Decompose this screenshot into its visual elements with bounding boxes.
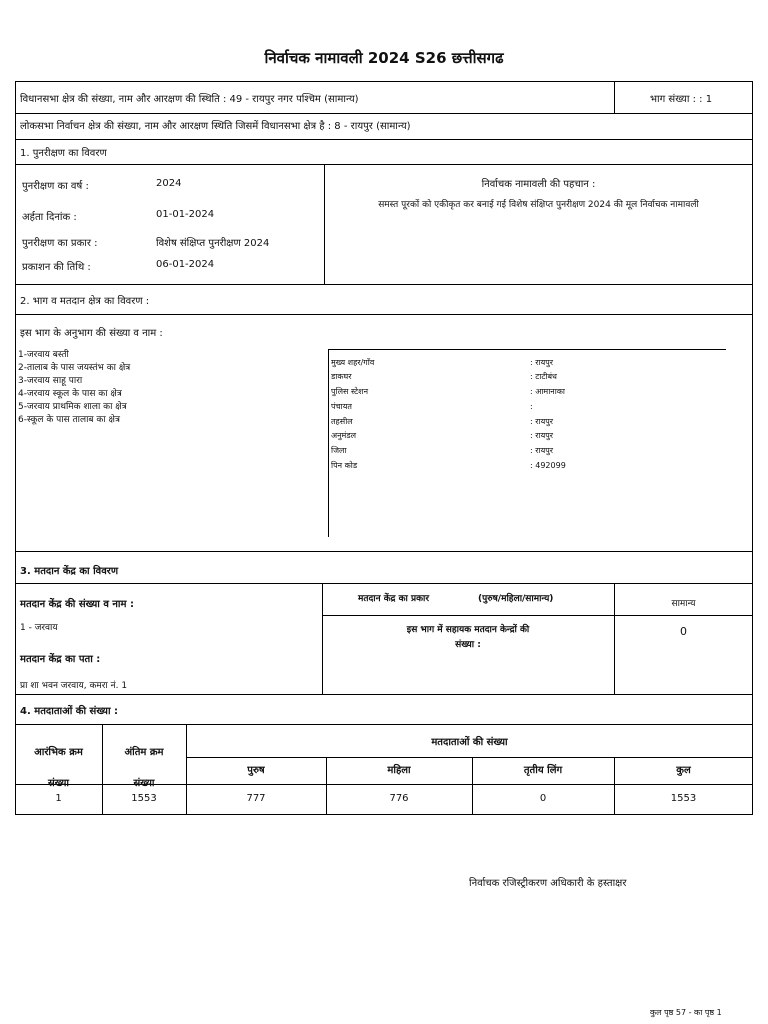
start-serial-cell: 1 [55,793,62,804]
list-item: 5-जरवाय प्राथमिक शाला का क्षेत्र [18,402,127,412]
auxiliary-stations-label [322,623,614,653]
qualifying-date-label: अर्हता दिनांक : [22,212,77,223]
address-label-post-office: डाकघर [331,372,352,381]
address-label-panchayat: पंचायत [331,402,352,411]
list-item: 1-जरवाय बस्ती [18,350,69,360]
revision-heading: 1. पुनरीक्षण का विवरण [20,148,107,159]
roll-identification-heading: निर्वाचक नामावली की पहचान : [481,179,596,190]
address-value-tehsil: : रायपुर [530,417,554,426]
revision-section [15,139,753,285]
qualifying-date-value: 01-01-2024 [156,209,215,220]
polling-station-number-label: मतदान केंद्र की संख्या व नाम : [20,599,134,610]
address-label-pin-code: पिन कोड [331,461,358,470]
female-cell: 776 [389,793,409,804]
polling-station-type-label: मतदान केंद्र का प्रकार [358,594,429,604]
sections-list [18,349,130,427]
list-item: 6-स्कूल के पास तालाब का क्षेत्र [18,415,120,425]
list-item: 4-जरवाय स्कूल के पास का क्षेत्र [18,389,122,399]
address-value-post-office: : टाटीबंध [530,372,557,381]
auxiliary-stations-value: 0 [680,625,687,638]
publication-date-value: 06-01-2024 [156,259,215,270]
part-heading: 2. भाग व मतदान क्षेत्र का विवरण : [20,296,150,307]
end-serial-header [102,737,186,799]
revision-year-value: 2024 [156,178,182,189]
start-serial-header [15,737,102,799]
assembly-constituency: विधानसभा क्षेत्र की संख्या, नाम और आरक्षण की स्थिति : 49 - रायपुर नगर पश्चिम (सामान्य) [20,94,359,105]
start-serial-header-line-1: आरंभिक क्रम [34,747,83,758]
total-cell: 1553 [670,793,697,804]
male-cell: 777 [246,793,266,804]
part-number: भाग संख्या : : 1 [650,94,713,105]
list-item: 2-तालाब के पास जयस्तंभ का क्षेत्र [18,363,131,373]
address-label-subdivision: अनुमंडल [331,431,357,440]
male-header: पुरुष [247,765,265,776]
publication-date-label: प्रकाशन की तिथि : [22,262,91,273]
revision-type-label: पुनरीक्षण का प्रकार : [22,238,98,249]
sections-heading: इस भाग के अनुभाग की संख्या व नाम : [20,328,163,339]
total-header: कुल [676,765,691,776]
polling-station-address-label: मतदान केंद्र का पता : [20,654,101,665]
third-gender-header: तृतीय लिंग [523,765,563,776]
address-label-city: मुख्य शहर/गाँव [331,358,375,367]
polling-station-type-value: सामान्य [671,599,696,609]
list-item: 3-जरवाय साहू पारा [18,376,83,386]
signature-label: निर्वाचक रजिस्ट्रीकरण अधिकारी के हस्ताक्षर [469,878,627,889]
address-value-panchayat: : [530,402,533,411]
page-footer: कुल पृष्ठ 57 - का पृष्ठ 1 [650,1008,722,1017]
roll-identification-text: समस्त पूरकों को एकीकृत कर बनाई गई विशेष संक्षिप्त पुनरीक्षण 2024 की मूल निर्वाचक नामावली [378,200,699,210]
address-value-police-station: : आमानाका [530,387,565,396]
third-gender-cell: 0 [539,793,547,804]
polling-station-heading: 3. मतदान केंद्र का विवरण [20,566,119,577]
electors-heading: 4. मतदाताओं की संख्या : [20,706,119,717]
electors-count-header: मतदाताओं की संख्या [431,737,508,748]
polling-station-number-value: 1 - जरवाय [20,623,58,633]
revision-year-label: पुनरीक्षण का वर्ष : [22,181,89,192]
address-value-pin-code: : 492099 [530,461,566,470]
lok-sabha-constituency: लोकसभा निर्वाचन क्षेत्र की संख्या, नाम और आरक्षण स्थिति जिसमें विधानसभा क्षेत्र है : 8 - रायपुर (सामान्य) [20,121,411,132]
polling-station-address-value: प्रा शा भवन जरवाय, कमरा नं. 1 [20,681,128,691]
document-title: निर्वाचक नामावली 2024 S26 छत्तीसगढ [264,49,504,67]
address-label-police-station: पुलिस स्टेशन [331,387,369,396]
start-serial-header-line-2: संख्या [48,778,69,789]
address-value-subdivision: : रायपुर [530,431,554,440]
address-value-district: : रायपुर [530,446,554,455]
end-serial-header-line-2: संख्या [133,778,155,789]
end-serial-header-line-1: अंतिम क्रम [124,747,164,758]
end-serial-cell: 1553 [131,793,157,804]
address-label-tehsil: तहसील [331,417,353,426]
revision-type-value: विशेष संक्षिप्त पुनरीक्षण 2024 [156,238,270,249]
female-header: महिला [387,765,411,776]
auxiliary-stations-label-line-2: संख्या : [455,640,481,650]
address-value-city: : रायपुर [530,358,554,367]
address-label-district: जिला [331,446,347,455]
auxiliary-stations-label-line-1: इस भाग में सहायक मतदान केन्द्रों की [406,625,530,635]
polling-station-type-options: (पुरुष/महिला/सामान्य) [478,594,554,604]
